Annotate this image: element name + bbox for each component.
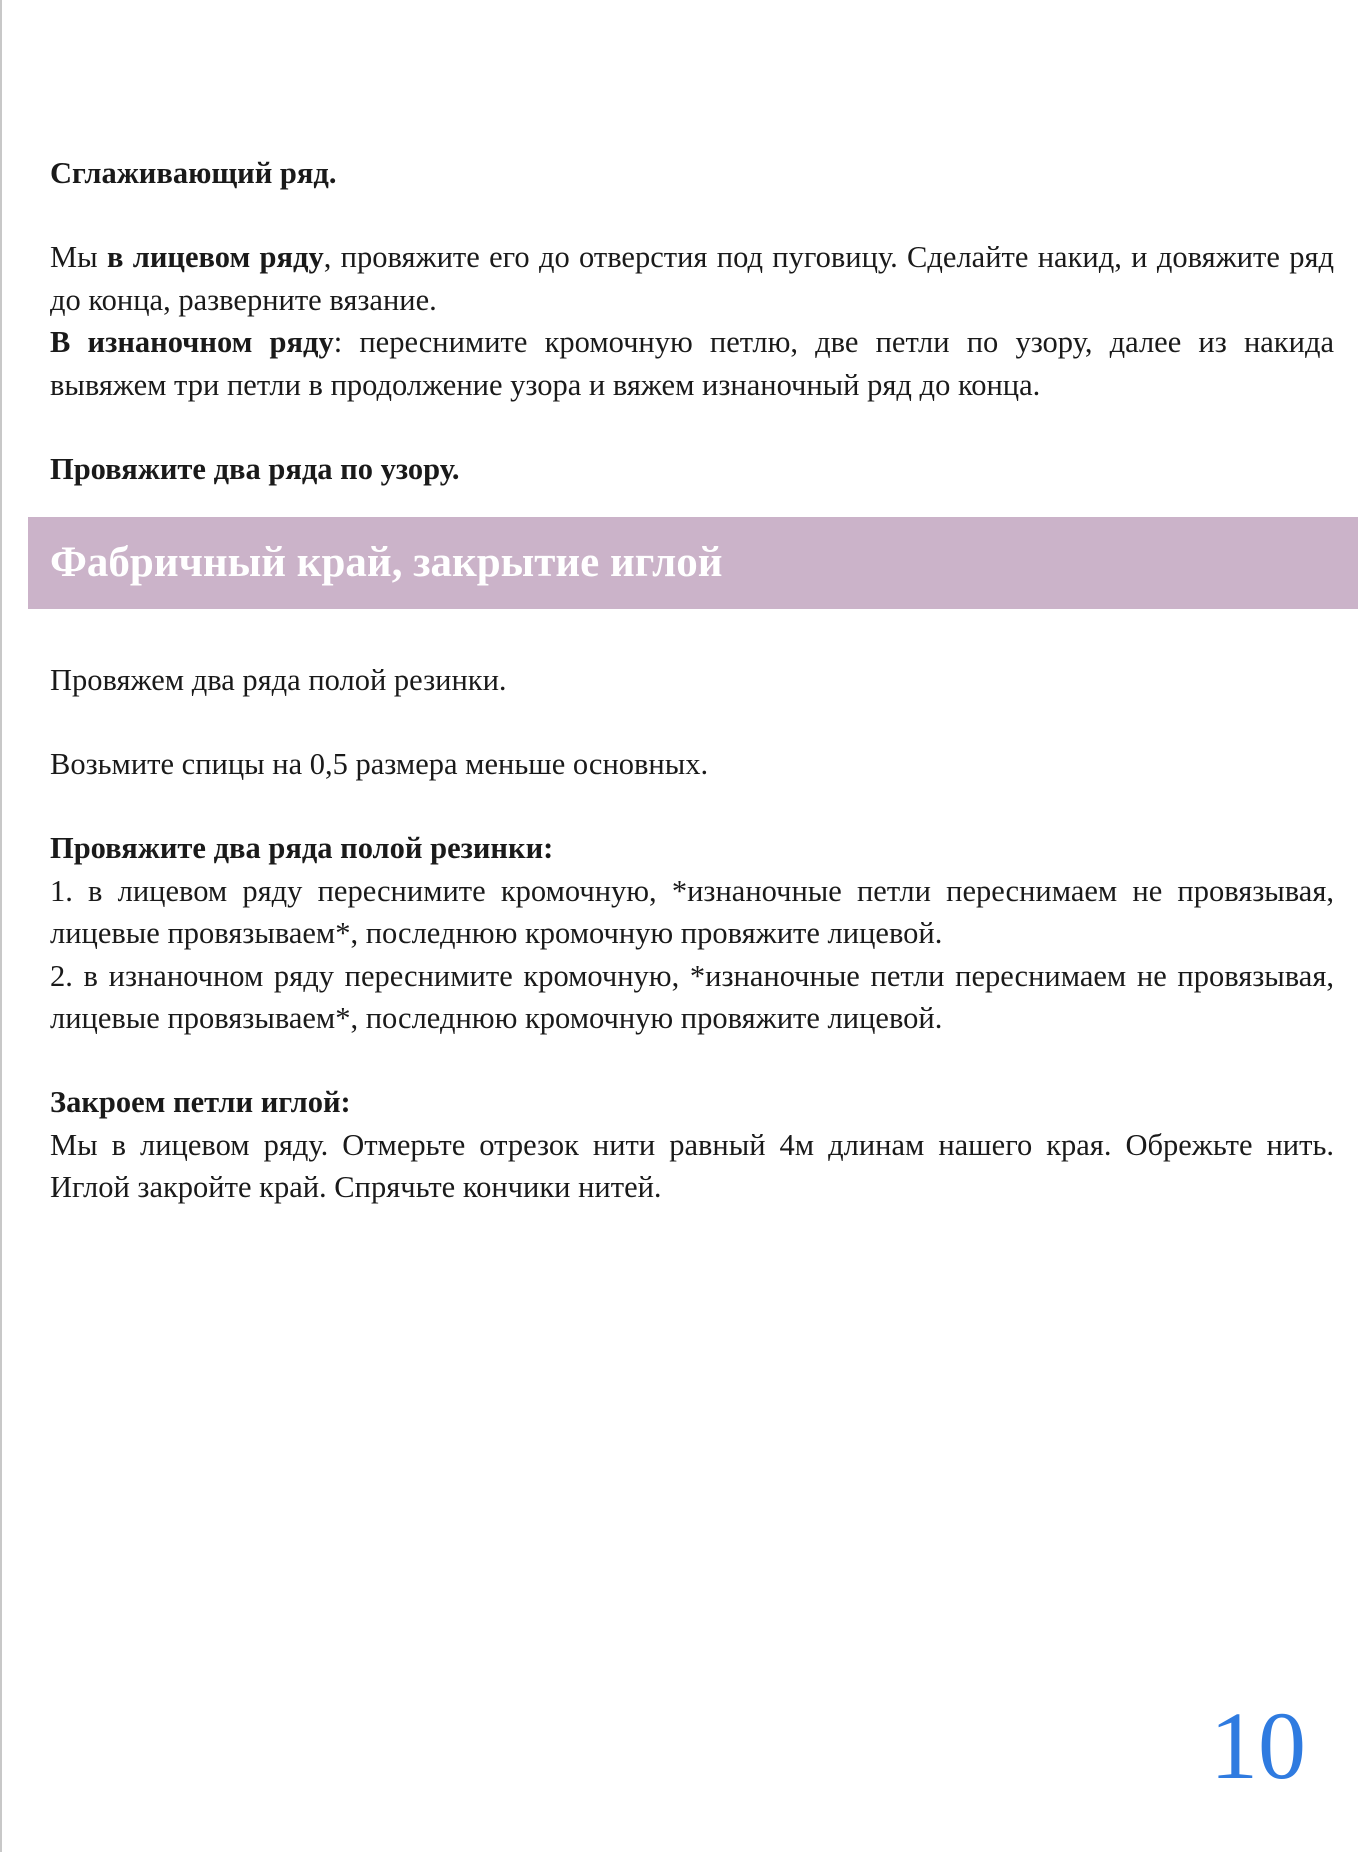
paragraph-close (50, 1081, 1334, 1209)
paragraph-rib (50, 827, 1334, 1040)
content-top (50, 152, 1334, 195)
paragraph-block-1 (50, 236, 1334, 406)
heading-smoothing-row: Сглаживающий ряд. (50, 156, 337, 190)
heading-close: Закроем петли иглой: (50, 1085, 351, 1119)
text-rib-step-2: 2. в изнаночном ряду переснимите кромочную, *изнаночные петли переснимаем не провязывая, лицевые провязываем*, последнюю кромочную провяжите лицевой. (50, 958, 1334, 1035)
heading-two-rows-pattern: Провяжите два ряда по узору. (50, 452, 460, 486)
paragraph-knit-row (50, 236, 1334, 321)
text-needles: Возьмите спицы на 0,5 размера меньше основных. (50, 747, 709, 781)
text-post: , провяжите его до отверстия под пуговицу. Сделайте накид, и довяжите ряд до конца, разверните вязание. (50, 240, 1334, 317)
page-number: 10 (1210, 1692, 1306, 1799)
paragraph-needles (50, 743, 1334, 786)
paragraph-block-2 (50, 448, 1334, 491)
text-intro: Провяжем два ряда полой резинки. (50, 663, 507, 697)
banner-title: Фабричный край, закрытие иглой (50, 539, 723, 586)
section-banner (28, 517, 1358, 609)
text-pre: Мы (50, 240, 107, 274)
paragraph-intro (50, 659, 1334, 702)
paragraph-purl-row (50, 321, 1334, 406)
text-rib-step-1: 1. в лицевом ряду переснимите кромочную, *изнаночные петли переснимаем не провязывая, лицевые провязываем*, последнюю кромочную провяжите лицевой. (50, 873, 1334, 950)
text-close: Мы в лицевом ряду. Отмерьте отрезок нити равный 4м длинам нашего края. Обрежьте нить. Иглой закройте край. Спрячьте кончики нитей. (50, 1127, 1334, 1204)
text-post: : переснимите кромочную петлю, две петли по узору, далее из накида вывяжем три петли в продолжение узора и вяжем изнаночный ряд до конца. (50, 325, 1334, 402)
text-bold-knit-row: в лицевом ряду (106, 240, 324, 274)
text-bold-purl-row: В изнаночном ряду (50, 325, 334, 359)
heading-rib: Провяжите два ряда полой резинки: (50, 831, 554, 865)
